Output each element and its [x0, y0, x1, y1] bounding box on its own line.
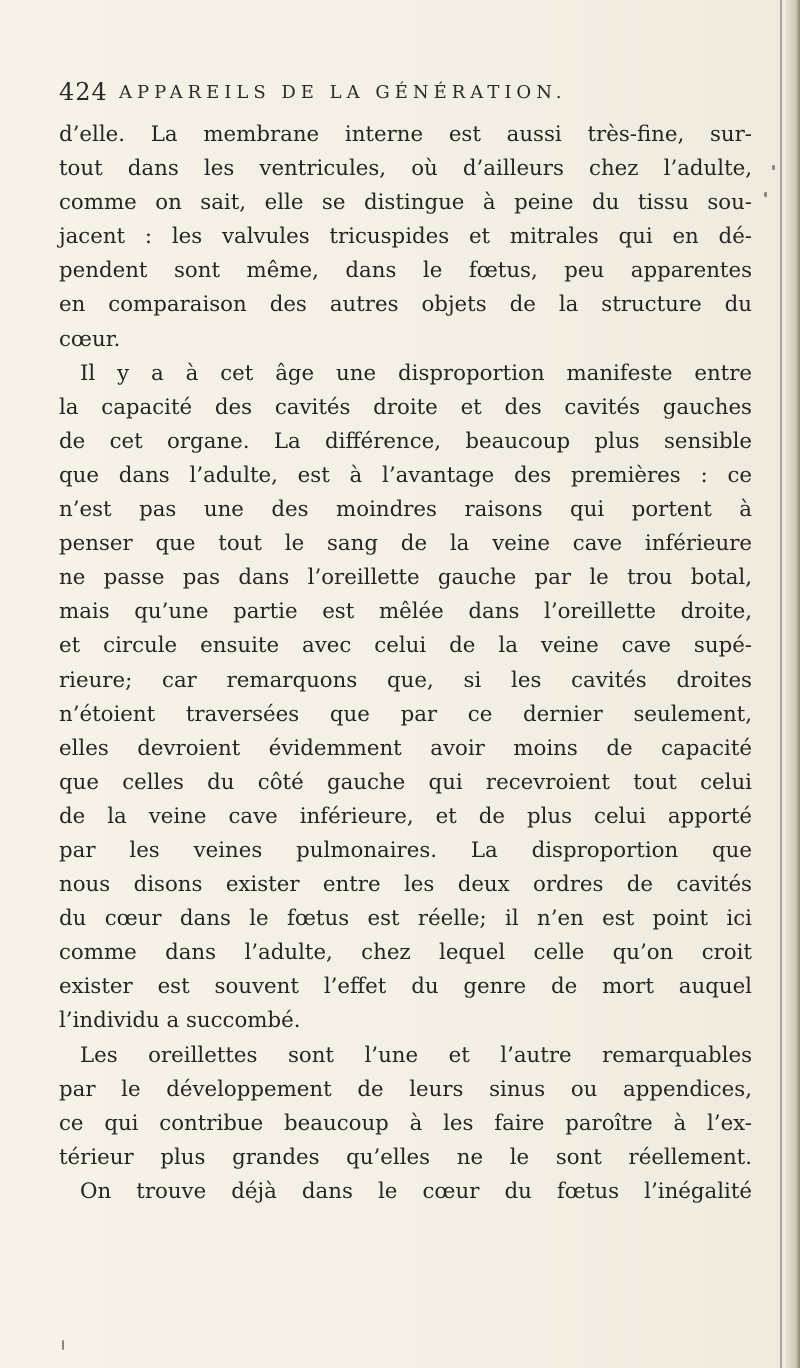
text-line: que celles du côté gauche qui recevroient tout celui — [59, 769, 752, 795]
page-edge — [786, 0, 800, 1368]
ink-speck — [62, 1340, 64, 1350]
text-line: et circule ensuite avec celui de la veine cave supé- — [59, 633, 752, 659]
text-line: d’elle. La membrane interne est aussi très-fine, sur- — [59, 122, 752, 147]
text-line: de cet organe. La différence, beaucoup plus sensible — [59, 428, 752, 454]
running-title: APPAREILS DE LA GÉNÉRATION. — [119, 82, 567, 103]
text-line: rieure; car remarquons que, si les cavités droites — [59, 667, 752, 693]
text-line: n’est pas une des moindres raisons qui portent à — [59, 497, 752, 523]
text-line: par les veines pulmonaires. La disproportion que — [59, 837, 752, 863]
text-line: la capacité des cavités droite et des cavités gauches — [59, 394, 752, 420]
text-line: Il y a à cet âge une disproportion manifeste entre — [80, 360, 752, 386]
text-line: nous disons exister entre les deux ordres de cavités — [59, 872, 752, 898]
body-text — [59, 118, 752, 1209]
text-line: jacent : les valvules tricuspides et mitrales qui en dé- — [59, 224, 752, 250]
ink-speck — [764, 192, 767, 197]
text-line: que dans l’adulte, est à l’avantage des premières : ce — [59, 462, 752, 488]
page-edge-shadow — [780, 0, 782, 1368]
text-line: l’individu a succombé. — [59, 1008, 301, 1034]
page-header — [59, 78, 759, 112]
page-number: 424 — [59, 78, 108, 106]
text-line: pendent sont même, dans le fœtus, peu apparentes — [59, 258, 752, 284]
text-line: comme dans l’adulte, chez lequel celle qu’on croit — [59, 940, 752, 966]
text-line: comme on sait, elle se distingue à peine du tissu sou- — [59, 190, 752, 216]
text-line: exister est souvent l’effet du genre de mort auquel — [59, 974, 752, 1000]
text-line: ne passe pas dans l’oreillette gauche par le trou botal, — [59, 565, 752, 591]
text-line: térieur plus grandes qu’elles ne le sont réellement. — [59, 1144, 752, 1170]
text-line: de la veine cave inférieure, et de plus celui apporté — [59, 803, 752, 829]
text-line: On trouve déjà dans le cœur du fœtus l’inégalité — [80, 1178, 752, 1204]
text-line: ce qui contribue beaucoup à les faire paroître à l’ex- — [59, 1110, 752, 1136]
text-line: elles devroient évidemment avoir moins de capacité — [59, 735, 752, 761]
text-line: penser que tout le sang de la veine cave inférieure — [59, 531, 752, 557]
ink-speck — [772, 165, 775, 170]
text-line: n’étoient traversées que par ce dernier seulement, — [59, 701, 752, 727]
text-line: par le développement de leurs sinus ou appendices, — [59, 1076, 752, 1102]
text-line: en comparaison des autres objets de la structure du — [59, 292, 752, 318]
text-line: mais qu’une partie est mêlée dans l’oreillette droite, — [59, 599, 752, 625]
text-line: cœur. — [59, 326, 121, 352]
text-line: du cœur dans le fœtus est réelle; il n’en est point ici — [59, 906, 752, 932]
text-line: Les oreillettes sont l’une et l’autre remarquables — [80, 1042, 752, 1068]
text-line: tout dans les ventricules, où d’ailleurs chez l’adulte, — [59, 156, 752, 182]
